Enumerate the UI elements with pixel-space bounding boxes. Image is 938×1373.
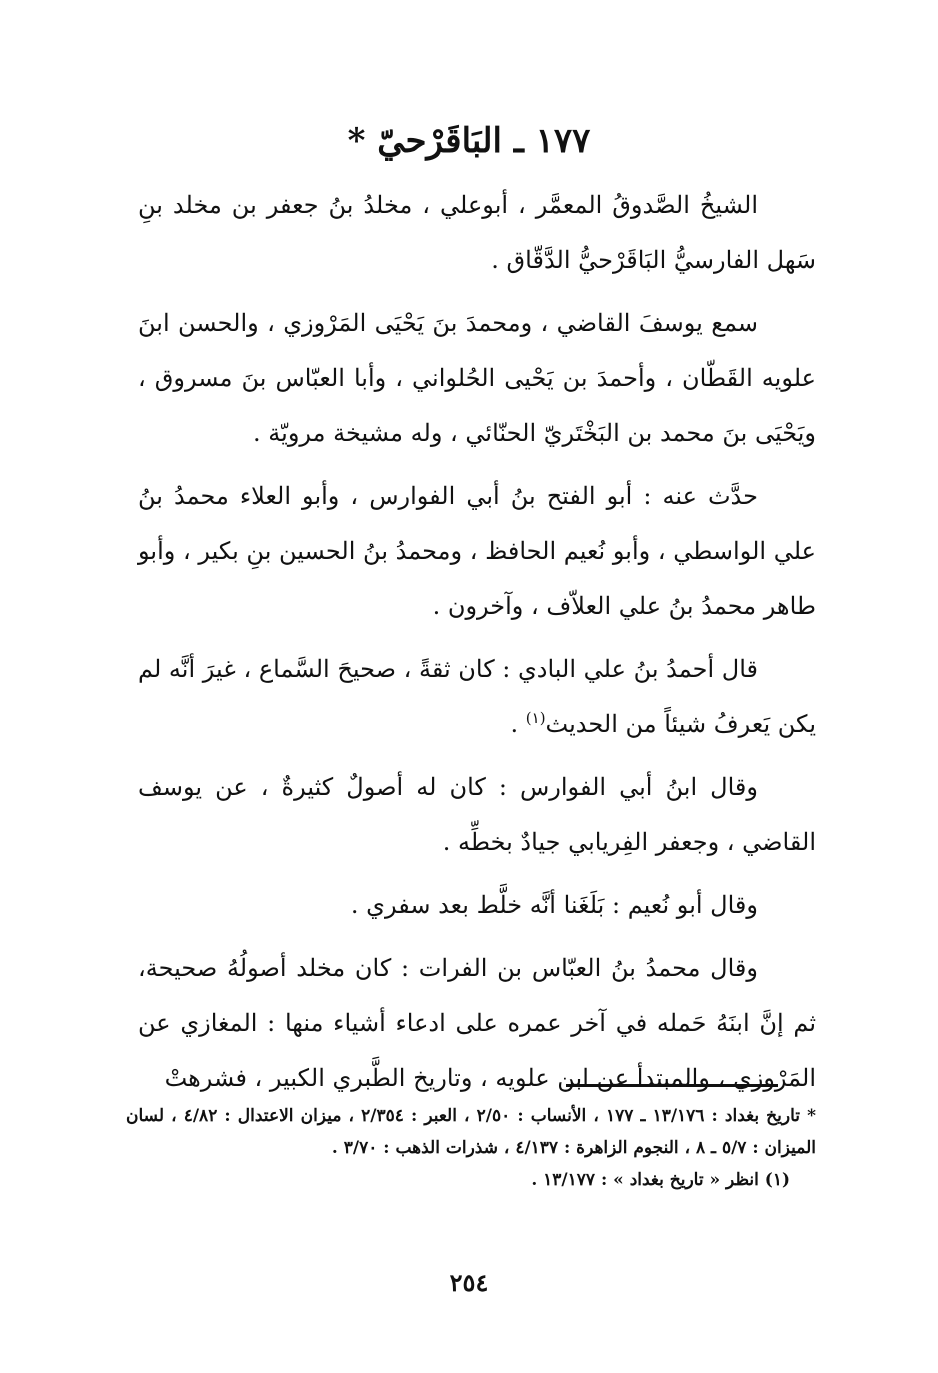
- paragraph-albadi-text: قال أحمدُ بنُ علي البادي : كان ثقةً ، صحيحَ السَّماع ، غيرَ أنَّه لم يكن يَعرفُ شيئاً من الحديث: [138, 655, 816, 738]
- entry-title: ١٧٧ ـ البَاقَرْحيّ *: [347, 121, 591, 161]
- paragraph-albadi-tail: .: [510, 710, 526, 738]
- footnote-divider: [566, 1084, 778, 1087]
- paragraph-albadi-quote: [138, 642, 816, 752]
- paragraph-abu-nuaym: وقال أبو نُعيم : بَلَغَنا أنَّه خلَّط بعد سفري .: [350, 891, 758, 919]
- footnote-reference[interactable]: (١): [525, 709, 546, 727]
- paragraph-ibn-alfurat: وقال محمدُ بنُ العبّاس بن الفرات : كان مخلد أصولُهُ صحيحة، ثم إنَّ ابنَهُ حَمله في آخر عمره على ادعاء أشياء منها : المغازي عن المَرْوزي ، والمبتدأ عن ابن علويه ، وتاريخ الطَّبري الكبير ، فشرهتْ: [138, 954, 816, 1092]
- paragraph-lineage: الشيخُ الصَّدوقُ المعمَّر ، أبوعلي ، مخلدُ بنُ جعفر بن مخلد بنِ سَهل الفارسيُّ البَاقَرْحيُّ الدَّقّاق .: [138, 191, 816, 274]
- entry-body: [138, 178, 816, 1114]
- paragraph-ibn-abi-alfawaris: وقال ابنُ أبي الفوارس : كان له أصولٌ كثيرةٌ ، عن يوسف القاضي ، وجعفر الفِريابي جيادٌ بخطِّه .: [138, 773, 816, 856]
- page-number: ٢٥٤: [449, 1268, 489, 1297]
- footnotes: [126, 1100, 816, 1196]
- paragraph-teachers: سمع يوسفَ القاضي ، ومحمدَ بنَ يَحْيَى المَرْوزي ، والحسن ابنَ علويه القَطّان ، وأحمدَ بن يَحْيى الحُلواني ، وأبا العبّاس بنَ مسروق ، ويَحْيَى بنَ محمد بن البَخْتَريّ الحنّائي ، وله مشيخة مرويّة .: [138, 309, 816, 447]
- footnote-sources: * تاريخ بغداد : ١٣/١٧٦ ـ ١٧٧ ، الأنساب : ٢/٥٠ ، العبر : ٢/٣٥٤ ، ميزان الاعتدال : ٤/٨٢ ، لسان الميزان : ٥/٧ ـ ٨ ، النجوم الزاهرة : ٤/١٣٧ ، شذرات الذهب : ٣/٧٠ .: [126, 1106, 816, 1158]
- paragraph-students: حدَّث عنه : أبو الفتح بنُ أبي الفوارس ، وأبو العلاء محمدُ بنُ علي الواسطي ، وأبو نُعيم الحافظ ، ومحمدُ بنُ الحسين بنِ بكير ، وأبو طاهر محمدُ بنُ علي العلاّف ، وآخرون .: [138, 482, 816, 620]
- footnote-1: (١) انظر « تاريخ بغداد » : ١٣/١٧٧ .: [531, 1170, 790, 1190]
